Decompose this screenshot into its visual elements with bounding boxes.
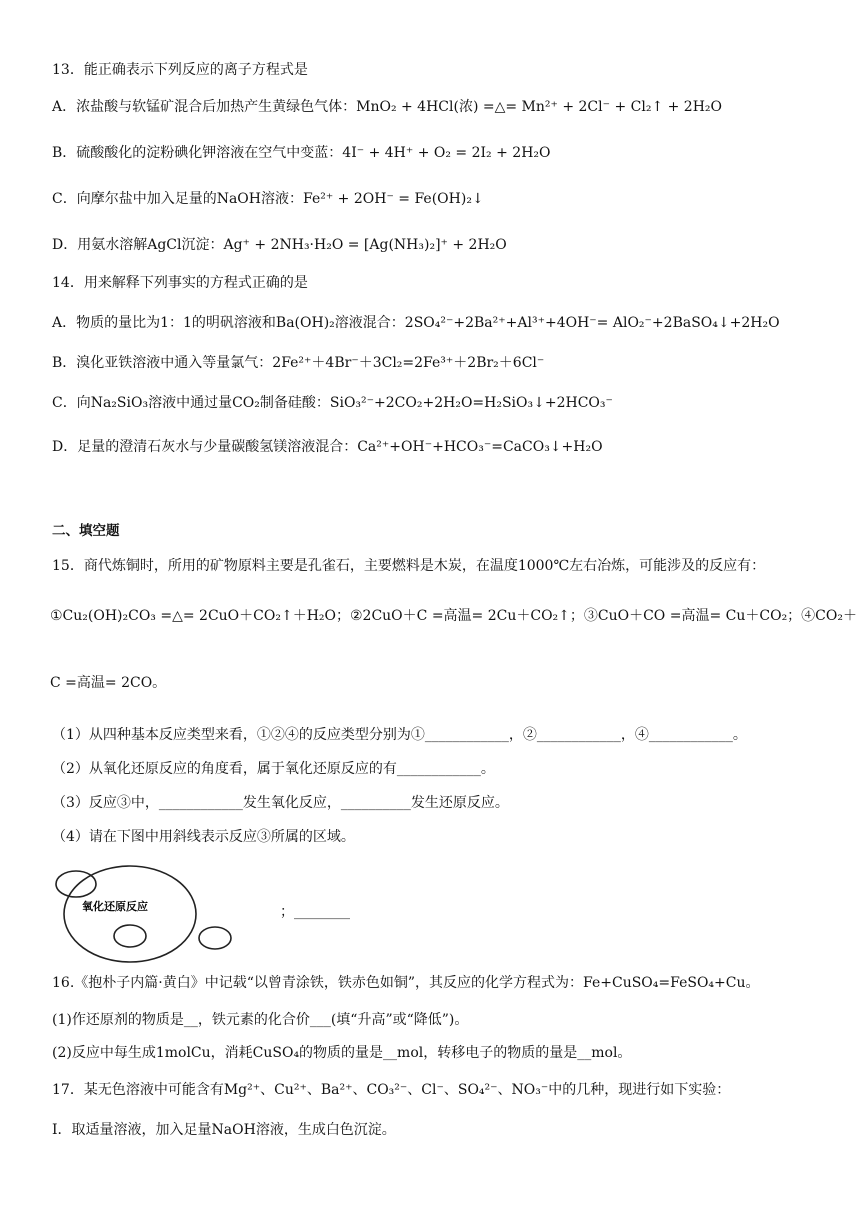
q14-option-d: D．足量的澄清石灰水与少量碳酸氢镁溶液混合：Ca²⁺+OH⁻+HCO₃⁻=CaCO₃↓+H₂O bbox=[52, 439, 603, 455]
small-ellipse-top-left bbox=[56, 871, 96, 897]
q13-option-d: D．用氨水溶解AgCl沉淀：Ag⁺ + 2NH₃·H₂O = [Ag(NH₃)₂]⁺ + 2H₂O bbox=[52, 237, 507, 253]
section-heading: 二、填空题 bbox=[52, 523, 120, 539]
q13-option-a: A．浓盐酸与软锰矿混合后加热产生黄绿色气体：MnO₂ + 4HCl(浓) =△= Mn²⁺ + 2Cl⁻ + Cl₂↑ + 2H₂O bbox=[52, 99, 723, 115]
q15-reactions-line2: C =高温= 2CO。 bbox=[50, 675, 167, 691]
redox-label: 氧化还原反应 bbox=[82, 900, 148, 913]
q14-option-c: C．向Na₂SiO₃溶液中通过量CO₂制备硅酸：SiO₃²⁻+2CO₂+2H₂O=H₂SiO₃↓+2HCO₃⁻ bbox=[52, 395, 613, 411]
q14-option-b: B．溴化亚铁溶液中通入等量氯气：2Fe²⁺＋4Br⁻＋3Cl₂=2Fe³⁺＋2Br₂＋6Cl⁻ bbox=[52, 355, 545, 371]
q13-option-c: C．向摩尔盐中加入足量的NaOH溶液：Fe²⁺ + 2OH⁻ = Fe(OH)₂↓ bbox=[52, 191, 484, 207]
diagram-answer-blank: ；________ bbox=[280, 904, 350, 920]
q14-stem: 14．用来解释下列事实的方程式正确的是 bbox=[52, 275, 308, 291]
q15-sub3: （3）反应③中，____________发生氧化反应，__________发生还原反应。 bbox=[52, 795, 509, 811]
q17-sub1: Ⅰ．取适量溶液，加入足量NaOH溶液，生成白色沉淀。 bbox=[52, 1122, 396, 1138]
q16-sub1: (1)作还原剂的物质是__，铁元素的化合价___(填“升高”或“降低”)。 bbox=[52, 1012, 469, 1028]
small-ellipse-outer bbox=[199, 927, 231, 949]
q16-stem: 16.《抱朴子内篇·黄白》中记载“以曾青涂铁，铁赤色如铜”，其反应的化学方程式为：Fe+CuSO₄=FeSO₄+Cu。 bbox=[52, 975, 760, 991]
q13-option-b: B．硫酸酸化的淀粉碘化钾溶液在空气中变蓝：4I⁻ + 4H⁺ + O₂ = 2I₂ + 2H₂O bbox=[52, 145, 551, 161]
small-ellipse-inner bbox=[114, 925, 146, 947]
q15-reactions-line1: ①Cu₂(OH)₂CO₃ =△= 2CuO＋CO₂↑＋H₂O；②2CuO＋C =高温= 2Cu＋CO₂↑；③CuO＋CO =高温= Cu＋CO₂；④CO₂＋ bbox=[50, 608, 857, 624]
q15-sub4: （4）请在下图中用斜线表示反应③所属的区域。 bbox=[52, 829, 355, 845]
q17-stem: 17．某无色溶液中可能含有Mg²⁺、Cu²⁺、Ba²⁺、CO₃²⁻、Cl⁻、SO₄²⁻、NO₃⁻中的几种，现进行如下实验： bbox=[52, 1082, 731, 1098]
redox-venn-diagram bbox=[50, 862, 235, 972]
q15-sub2: （2）从氧化还原反应的角度看，属于氧化还原反应的有____________。 bbox=[52, 761, 495, 777]
q15-sub1: （1）从四种基本反应类型来看，①②④的反应类型分别为①____________，②____________，④____________。 bbox=[52, 727, 747, 743]
q14-option-a: A．物质的量比为1：1的明矾溶液和Ba(OH)₂溶液混合：2SO₄²⁻+2Ba²⁺+Al³⁺+4OH⁻= AlO₂⁻+2BaSO₄↓+2H₂O bbox=[52, 315, 780, 331]
q13-stem: 13．能正确表示下列反应的离子方程式是 bbox=[52, 62, 308, 78]
q16-sub2: (2)反应中每生成1molCu，消耗CuSO₄的物质的量是__mol，转移电子的物质的量是__mol。 bbox=[52, 1045, 632, 1061]
q15-stem: 15．商代炼铜时，所用的矿物原料主要是孔雀石，主要燃料是木炭，在温度1000℃左右冶炼，可能涉及的反应有： bbox=[52, 558, 766, 574]
